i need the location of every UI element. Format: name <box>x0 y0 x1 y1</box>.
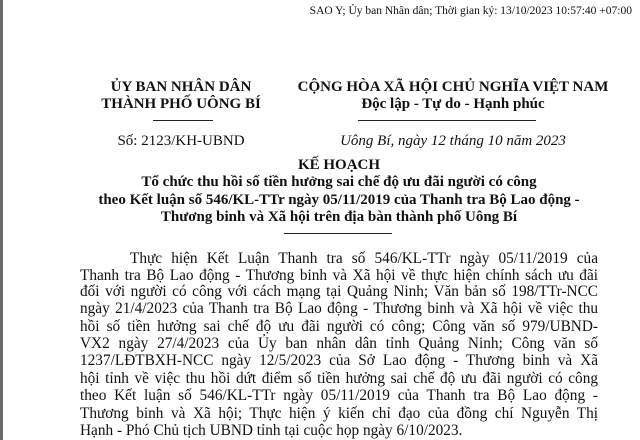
body-line: Thanh tra Bộ Lao động - Thương binh và Xã hội về thực hiện chính sách ưu đãi <box>80 267 598 284</box>
body-line: 1237/LĐTBXH-NCC ngày 12/5/2023 của Sở Lao động - Thương binh và Xã <box>80 352 598 369</box>
national-title: CỘNG HÒA XÃ HỘI CHỦ NGHĨA VIỆT NAM <box>297 79 609 95</box>
title-line: theo Kết luận số 546/KL-TTr ngày 05/11/2019 của Thanh tra Bộ Lao động - <box>98 192 580 208</box>
body-line: ngày 21/4/2023 của Thanh tra Bộ Lao động - Thương binh và Xã hội về việc thu <box>80 300 598 317</box>
body-line: đối với người có công với cách mạng tại Quảng Ninh; Văn bản số 198/TTr-NCC <box>80 283 598 300</box>
document-number: Số: 2123/KH-UBND <box>117 133 245 149</box>
body-line: Thực hiện Kết Luận Thanh tra số 546/KL-TTr ngày 05/11/2019 của <box>130 250 598 267</box>
national-motto: Độc lập - Tự do - Hạnh phúc <box>361 96 545 112</box>
body-line: VX2 ngày 27/4/2023 của Ủy ban nhân dân tỉnh Quảng Ninh; Công văn số <box>80 335 598 352</box>
issuer-line-2: THÀNH PHỐ UÔNG BÍ <box>101 96 261 112</box>
issuer-line-1: ỦY BAN NHÂN DÂN <box>110 79 252 95</box>
document-type-heading: KẾ HOẠCH <box>297 157 381 173</box>
body-line: hồi số tiền hưởng sai chế độ ưu đãi người có công; Công văn số 979/UBND- <box>80 318 598 335</box>
title-line: Tổ chức thu hồi số tiền hưởng sai chế độ ưu đãi người có công <box>141 174 537 190</box>
body-line: Thương binh và Xã hội; Thực hiện ý kiến chỉ đạo của đồng chí Nguyễn Thị <box>80 405 598 422</box>
title-line: Thương binh và Xã hội trên địa bàn thành phố Uông Bí <box>160 209 518 225</box>
body-line: hội tỉnh về việc thu hồi dứt điểm số tiền hưởng sai chế độ ưu đãi người có công <box>80 370 598 387</box>
issuer-underline <box>153 120 213 121</box>
body-line: theo Kết luận số 546/KL-TTr ngày 05/11/2019 của Thanh tra Bộ Lao động - <box>80 387 598 404</box>
place-date: Uông Bí, ngày 12 tháng 10 năm 2023 <box>340 133 566 149</box>
motto-underline <box>358 120 536 121</box>
page-left-border <box>0 0 3 440</box>
body-line: Hạnh - Phó Chủ tịch UBND tỉnh tại cuộc họp ngày 6/10/2023. <box>80 422 463 439</box>
title-underline <box>284 233 392 234</box>
digital-signature-stamp: SAO Y; Ủy ban Nhân dân; Thời gian ký: 13/10/2023 10:57:40 +07:00 <box>309 5 632 17</box>
